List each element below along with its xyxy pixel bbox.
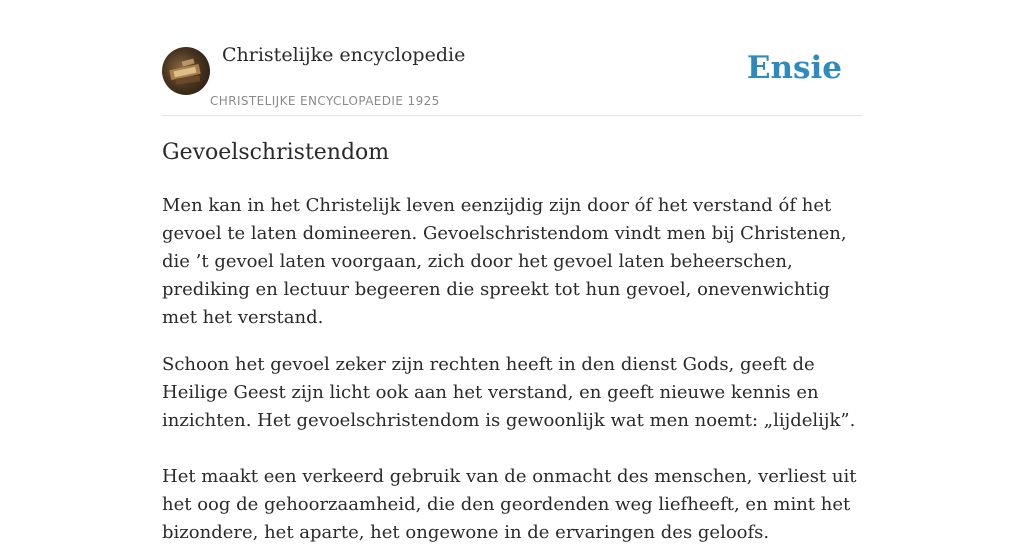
source-title-link[interactable]: Christelijke encyclopedie [222, 44, 466, 66]
source-subtitle: CHRISTELIJKE ENCYCLOPAEDIE 1925 [210, 94, 440, 108]
article-paragraph-1: Men kan in het Christelijk leven eenzijdig zijn door óf het verstand óf het gevoel te laten domineeren. Gevoelschristendom vindt men bij Christenen, die ’t gevoel laten voorgaan, zich door het gevoel laten beheerschen, prediking en lectuur begeeren die spreekt tot hun gevoel, onevenwichtig met het verstand. [162, 195, 847, 328]
page [162, 0, 862, 543]
ensie-logo-link[interactable]: Ensie [746, 50, 842, 86]
article-body [162, 192, 862, 547]
article-title: Gevoelschristendom [162, 140, 390, 165]
article-paragraph-2: Schoon het gevoel zeker zijn rechten heeft in den dienst Gods, geeft de Heilige Geest zijn licht ook aan het verstand, en geeft nieuwe kennis en inzichten. Het gevoelschristendom is gewoonlijk wat men noemt: „lijdelijk”. [162, 354, 856, 431]
article-paragraph-3: Het maakt een verkeerd gebruik van de onmacht des menschen, verliest uit het oog de gehoorzaamheid, die den geordenden weg liefheeft, en mint het bizondere, het aparte, het ongewone in de ervaringen des geloofs. [162, 466, 857, 543]
header [162, 0, 862, 116]
book-photo-icon[interactable] [162, 47, 210, 95]
